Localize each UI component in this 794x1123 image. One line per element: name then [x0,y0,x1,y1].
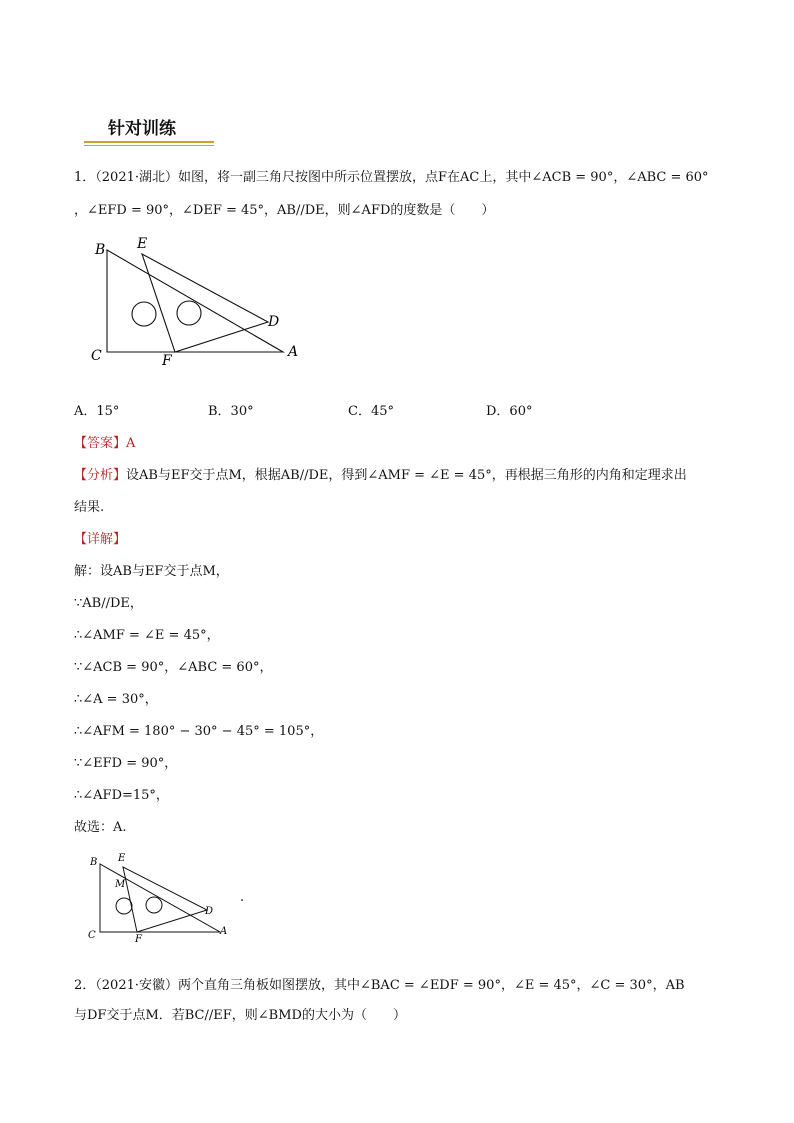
analysis-line2: 结果. [74,500,105,515]
detail-step: ∴∠AMF = ∠E = 45°， [74,628,220,643]
detail-figure [85,850,255,945]
q1-label-e: E [137,236,148,252]
detail-label-a: A [220,926,228,937]
q1-stem-line2: ，∠EFD = 90°，∠DEF = 45°，AB//DE，则∠AFD的度数是（ ） [74,203,495,218]
answer-value: A [126,436,136,451]
q1-stem-line1: 1．（2021·湖北）如图，将一副三角尺按图中所示位置摆放，点F在AC上，其中∠ACB = 90°，∠ABC = 60° [74,170,709,185]
q1-triangle-abc [107,250,283,352]
detail-step: 解：设AB与EF交于点M， [74,564,229,579]
q1-option-b[interactable]: B．30° [208,404,254,419]
q1-label-c: C [91,348,102,364]
heading-underline-thin [84,145,214,146]
detail-step: ∵AB//DE， [74,596,143,611]
q1-figure [85,232,310,372]
detail-step: ∴∠AFM = 180° − 30° − 45° = 105°， [74,724,324,739]
q1-option-d[interactable]: D．60° [486,404,533,419]
q1-label-f: F [162,353,172,369]
q2-stem-line2: 与DF交于点M．若BC//EF，则∠BMD的大小为（ ） [74,1008,406,1023]
detail-hole-2 [146,897,162,913]
q1-hole-1 [132,302,156,326]
analysis-tag: 【分析】 [74,468,127,483]
detail-step: ∵∠ACB = 90°，∠ABC = 60°， [74,660,273,675]
analysis-text1: 设AB与EF交于点M，根据AB//DE，得到∠AMF = ∠E = 45°，再根据三角形的内角和定理求出 [126,468,687,483]
detail-label-e: E [118,853,126,864]
q1-label-b: B [95,242,106,258]
q2-stem-line1: 2．（2021·安徽）两个直角三角板如图摆放，其中∠BAC = ∠EDF = 90°，∠E = 45°，∠C = 30°，AB [74,978,685,993]
detail-label-b: B [90,857,98,868]
q1-label-d: D [268,314,280,330]
analysis-line1 [74,464,687,483]
q1-hole-2 [177,301,201,325]
detail-label-c: C [88,930,96,941]
answer-tag: 【答案】 [74,436,127,451]
detail-label-d: D [205,906,214,917]
q1-option-c[interactable]: C．45° [348,404,394,419]
answer-line [74,432,135,451]
detail-tag: 【详解】 [74,532,127,547]
q1-option-a[interactable]: A．15° [74,404,120,419]
detail-triangle-def [123,867,207,932]
detail-step: ∴∠AFD=15°， [74,788,169,803]
detail-label-f: F [135,934,142,945]
q1-triangle-def [142,254,268,352]
detail-hole-1 [116,898,132,914]
detail-triangle-abc [100,864,220,932]
detail-figure-period: . [240,890,245,905]
section-title: 针对训练 [108,119,176,139]
detail-step: ∵∠EFD = 90°， [74,756,178,771]
detail-step: ∴∠A = 30°， [74,692,158,707]
q1-label-a: A [288,344,299,360]
section-heading [84,110,214,148]
detail-step: 故选：A. [74,820,127,835]
heading-underline [84,141,214,143]
detail-label-m: M [115,879,126,890]
